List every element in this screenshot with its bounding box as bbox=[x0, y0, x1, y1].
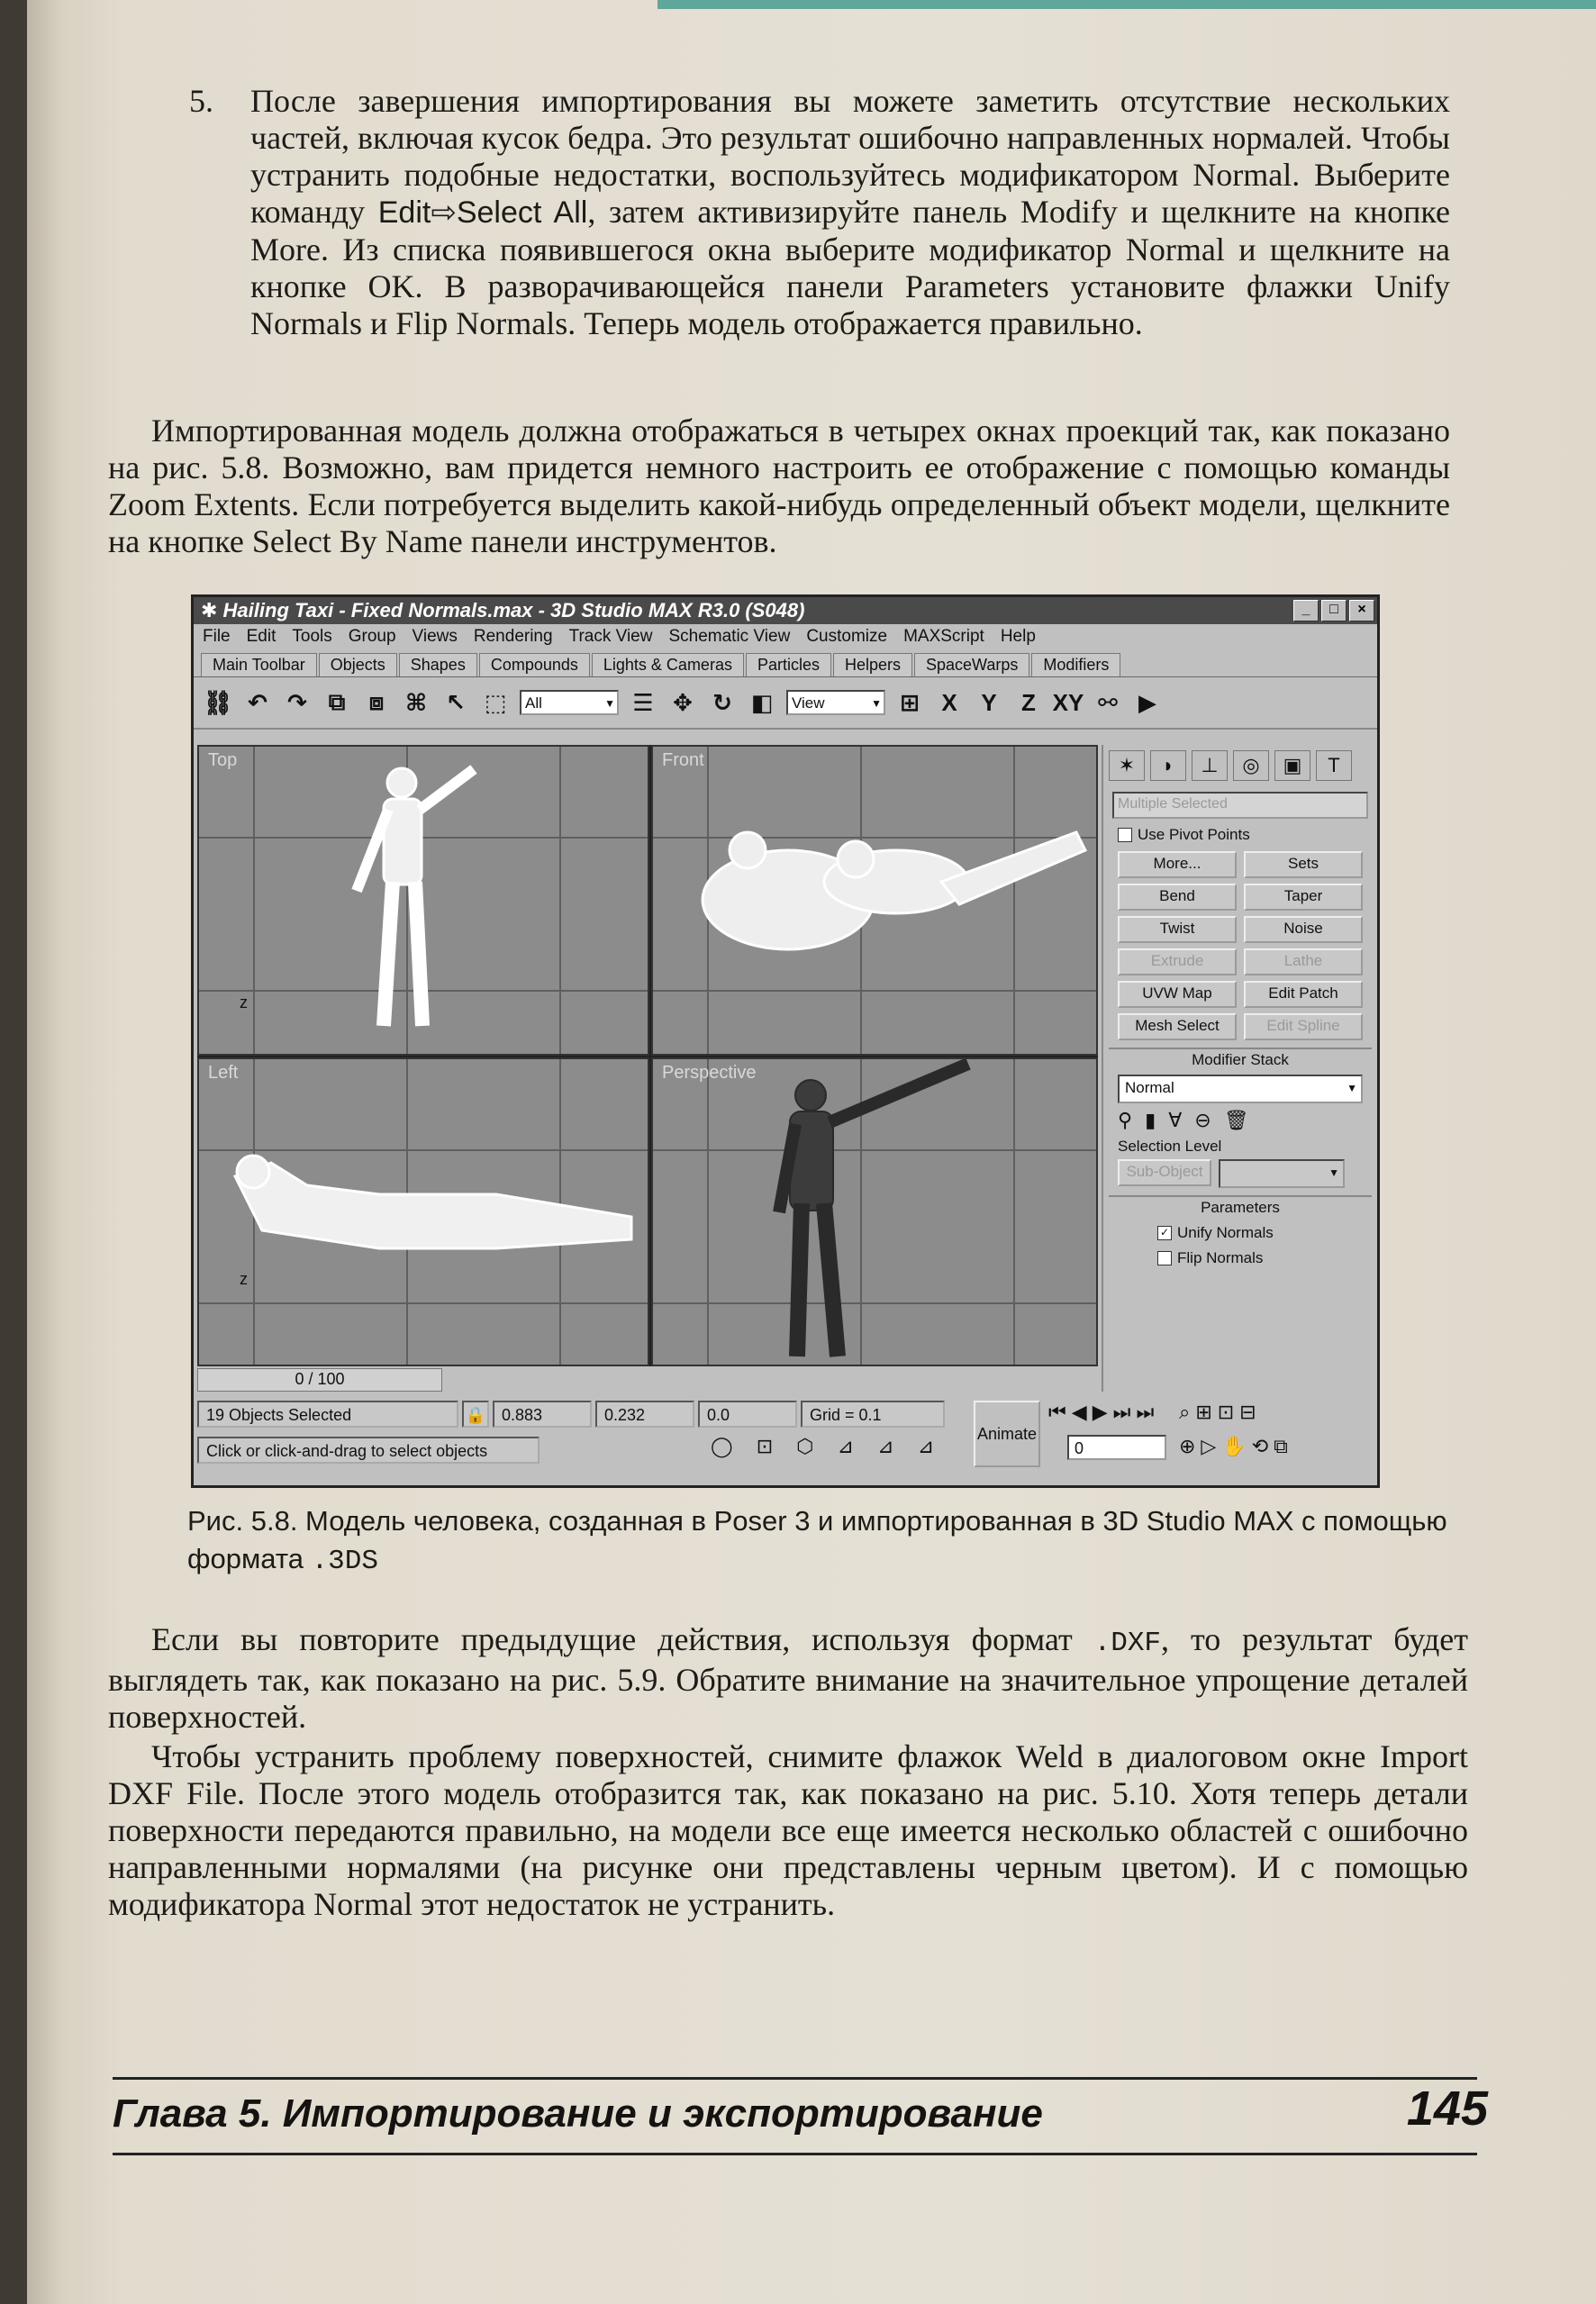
menu-maxscript[interactable]: MAXScript bbox=[903, 627, 984, 646]
selection-filter-dropdown[interactable]: All ▼ bbox=[520, 690, 619, 715]
paragraph-3: Чтобы устранить проблему поверхностей, снимите флажок Weld в диалоговом окне Import DXF File. После этого модель отобразится так, как показано на рис. 5.10. Хотя теперь детали поверхности передаются правильно, на модели все еще имеется несколько областей с ошибочно направленными нормалями (на рисунке они представлены черным цветом). И с помощью модификатора Normal этот недостаток не устранить. bbox=[108, 1738, 1468, 1922]
svg-text:z: z bbox=[240, 993, 248, 1011]
item5-text-b: , затем активизируйте панель Modify и щелкните на кнопке More. Из списка появившегося окна выберите модификатор Normal и щелкните на кнопке OK. В разворачивающейся панели Parameters установите флажки Unify Normals и Flip Normals. Теперь модель отображается правильно. bbox=[250, 194, 1450, 341]
mirror-icon[interactable]: ⚯ bbox=[1098, 688, 1118, 716]
list-number: 5. bbox=[189, 83, 213, 119]
uvw-map-button[interactable]: UVW Map bbox=[1118, 981, 1237, 1008]
rotate-icon[interactable]: ↻ bbox=[712, 688, 732, 716]
arrow-icon: ⇨ bbox=[431, 195, 457, 230]
page-number: 145 bbox=[1406, 2082, 1488, 2136]
more-button[interactable]: More... bbox=[1118, 851, 1237, 878]
command-panel-tabs bbox=[1103, 745, 1377, 786]
unify-normals-row[interactable] bbox=[1157, 1224, 1363, 1242]
stack-controls bbox=[1118, 1109, 1363, 1132]
edit-patch-button[interactable]: Edit Patch bbox=[1244, 981, 1363, 1008]
menu-edit[interactable]: Edit bbox=[246, 627, 277, 646]
paragraph-2 bbox=[108, 1621, 1468, 1736]
current-frame-field[interactable]: 0 bbox=[1067, 1435, 1166, 1460]
remove-modifier-icon[interactable]: 🗑 bbox=[1223, 1109, 1249, 1131]
use-pivot-checkbox[interactable] bbox=[1118, 828, 1132, 842]
tab-particles[interactable]: Particles bbox=[746, 653, 831, 676]
command-edit: Edit bbox=[377, 195, 431, 230]
list-item-5 bbox=[189, 83, 1450, 342]
modifier-buttons bbox=[1118, 851, 1363, 1040]
bend-button[interactable]: Bend bbox=[1118, 884, 1237, 911]
paragraph-2-before: Если вы повторите предыдущие действия, используя формат bbox=[151, 1621, 1094, 1657]
extrude-button[interactable]: Extrude bbox=[1118, 948, 1237, 975]
viewport-label-perspective: Perspective bbox=[662, 1063, 757, 1083]
pivot-center-icon[interactable]: ⊞ bbox=[900, 688, 920, 716]
snap-toggles[interactable]: ◯ ⊡ ⬡ ⊿ ⊿ ⊿ bbox=[711, 1435, 944, 1457]
tab-objects[interactable]: Objects bbox=[319, 653, 397, 676]
sub-object-dropdown[interactable] bbox=[1219, 1159, 1345, 1188]
selection-level-row bbox=[1118, 1159, 1363, 1188]
selection-level-label: Selection Level bbox=[1118, 1138, 1222, 1155]
viewport-front[interactable] bbox=[651, 745, 1098, 1056]
unify-normals-label: Unify Normals bbox=[1177, 1224, 1274, 1241]
figure-wireframe-top bbox=[199, 747, 649, 1056]
show-end-result-icon[interactable]: ∀ bbox=[1168, 1109, 1183, 1131]
scale-icon[interactable]: ◧ bbox=[750, 688, 774, 716]
viewport-label-top: Top bbox=[208, 750, 238, 770]
status-bar bbox=[197, 1395, 1374, 1482]
twist-button[interactable]: Twist bbox=[1118, 916, 1237, 943]
taper-button[interactable]: Taper bbox=[1244, 884, 1363, 911]
flip-normals-row[interactable] bbox=[1157, 1249, 1363, 1267]
viewport-top[interactable] bbox=[197, 745, 649, 1056]
axis-y-button[interactable]: Y bbox=[981, 688, 997, 716]
figure-wireframe-left bbox=[199, 1059, 649, 1366]
use-pivot-label: Use Pivot Points bbox=[1138, 826, 1250, 843]
hierarchy-icon[interactable]: ⊥ bbox=[1192, 750, 1228, 781]
tab-main-toolbar[interactable]: Main Toolbar bbox=[201, 653, 317, 676]
footer-rule-bottom bbox=[113, 2153, 1477, 2155]
main-toolbar bbox=[194, 677, 1377, 730]
undo-icon[interactable]: ↶ bbox=[248, 688, 268, 716]
parameters-rollout[interactable]: Parameters bbox=[1109, 1195, 1372, 1217]
motion-icon[interactable]: ◎ bbox=[1233, 750, 1269, 781]
unify-normals-checkbox[interactable]: ✓ bbox=[1157, 1226, 1172, 1240]
modify-icon[interactable]: ◗ bbox=[1150, 750, 1186, 781]
max-logo-icon: ✱ bbox=[201, 599, 223, 621]
edit-spline-button[interactable]: Edit Spline bbox=[1244, 1013, 1363, 1040]
objects-selected-status: 19 Objects Selected bbox=[197, 1401, 458, 1428]
prompt-line: Click or click-and-drag to select objects bbox=[197, 1437, 540, 1464]
tab-modifiers[interactable]: Modifiers bbox=[1031, 653, 1120, 676]
lock-selection-icon[interactable]: 🔒 bbox=[462, 1401, 489, 1428]
tab-helpers[interactable]: Helpers bbox=[833, 653, 912, 676]
select-link-icon[interactable]: ⧉ bbox=[328, 688, 346, 715]
active-inactive-icon[interactable]: ▮ bbox=[1145, 1109, 1156, 1131]
utilities-icon[interactable]: T bbox=[1316, 750, 1352, 781]
sub-object-button[interactable]: Sub-Object bbox=[1118, 1159, 1211, 1186]
viewport-perspective[interactable] bbox=[651, 1057, 1098, 1366]
viewport-left[interactable] bbox=[197, 1057, 649, 1366]
max-screenshot bbox=[191, 594, 1380, 1488]
viewport-nav-bottom-icons[interactable]: ⊕▷✋⟲⧉ bbox=[1179, 1435, 1293, 1457]
menu-track-view[interactable]: Track View bbox=[568, 627, 653, 646]
axis-x-button[interactable]: X bbox=[941, 688, 957, 716]
time-slider[interactable]: 0 / 100 bbox=[197, 1368, 442, 1392]
viewport-label-left: Left bbox=[208, 1063, 239, 1083]
link-icon[interactable]: ⛓ bbox=[203, 688, 233, 716]
figure-caption bbox=[187, 1502, 1448, 1581]
coord-y-field[interactable]: 0.232 bbox=[595, 1401, 694, 1428]
tab-bar bbox=[194, 649, 1377, 677]
object-name-field[interactable]: Multiple Selected bbox=[1112, 792, 1368, 819]
mesh-select-button[interactable]: Mesh Select bbox=[1118, 1013, 1237, 1040]
menu-customize[interactable]: Customize bbox=[806, 627, 888, 646]
pin-stack-icon[interactable]: ⚲ bbox=[1118, 1109, 1133, 1131]
use-pivot-row[interactable] bbox=[1118, 826, 1363, 844]
footer-rule-top bbox=[113, 2077, 1477, 2080]
modifier-stack-rollout[interactable]: Modifier Stack bbox=[1109, 1048, 1372, 1069]
coord-x-field[interactable]: 0.883 bbox=[493, 1401, 592, 1428]
coord-z-field[interactable]: 0.0 bbox=[698, 1401, 797, 1428]
noise-button[interactable]: Noise bbox=[1244, 916, 1363, 943]
axis-xy-button[interactable]: XY bbox=[1052, 688, 1084, 716]
sets-button[interactable]: Sets bbox=[1244, 851, 1363, 878]
cover-edge bbox=[657, 0, 1596, 9]
playback-controls[interactable]: ⏮◀▶⏭⏭ bbox=[1048, 1401, 1160, 1423]
figure-shaded-perspective bbox=[653, 1059, 1098, 1366]
select-by-name-icon[interactable]: ☰ bbox=[632, 688, 654, 716]
command-panel bbox=[1102, 745, 1377, 1392]
make-unique-icon[interactable]: ⊖ bbox=[1194, 1109, 1211, 1131]
paragraph-2-format: .DXF bbox=[1093, 1628, 1162, 1659]
tab-spacewarps[interactable]: SpaceWarps bbox=[914, 653, 1029, 676]
menu-tools[interactable]: Tools bbox=[292, 627, 332, 646]
minimize-button[interactable]: _ bbox=[1293, 600, 1319, 621]
flip-normals-label: Flip Normals bbox=[1177, 1249, 1264, 1266]
caption-format: .3DS bbox=[311, 1546, 378, 1577]
list-item-body bbox=[250, 83, 1450, 342]
unlink-icon[interactable]: ⧈ bbox=[368, 688, 385, 715]
viewport-nav-top-icons[interactable]: ⌕⊞⊡⊟ bbox=[1179, 1401, 1262, 1423]
animate-button[interactable]: Animate bbox=[974, 1401, 1040, 1467]
create-icon[interactable]: ✶ bbox=[1109, 750, 1145, 781]
tab-shapes[interactable]: Shapes bbox=[399, 653, 477, 676]
command-select-all: Select All bbox=[456, 195, 588, 230]
axis-z-button[interactable]: Z bbox=[1021, 688, 1036, 716]
flip-normals-checkbox[interactable] bbox=[1157, 1251, 1172, 1265]
viewport-label-front: Front bbox=[662, 750, 704, 770]
modifier-stack-dropdown[interactable]: Normal ▼ bbox=[1118, 1075, 1363, 1103]
close-button[interactable]: × bbox=[1349, 600, 1374, 621]
paragraph-2-after: , то результат будет выглядеть так, как показано на рис. 5.9. Обратите внимание на значительное упрощение деталей поверхностей. bbox=[108, 1621, 1468, 1735]
menu-file[interactable]: File bbox=[203, 627, 231, 646]
title-bar bbox=[194, 597, 1377, 624]
running-footer-chapter: Глава 5. Импортирование и экспортирование bbox=[113, 2091, 1043, 2136]
menu-help[interactable]: Help bbox=[1000, 627, 1036, 646]
display-icon[interactable]: ▣ bbox=[1274, 750, 1310, 781]
window-title: Hailing Taxi - Fixed Normals.max - 3D Studio MAX R3.0 (S048) bbox=[222, 599, 805, 621]
maximize-button[interactable]: □ bbox=[1321, 600, 1347, 621]
item5-text-a: После завершения импортирования вы можете заметить отсутствие нескольких частей, включая кусок бедра. Это результат ошибочно направленных нормалей. Чтобы устранить подобные недостатки, воспользуйтесь модификатором Normal. Выберите команду bbox=[250, 83, 1450, 230]
tab-lights-cameras[interactable]: Lights & Cameras bbox=[592, 653, 744, 676]
more-tools-icon[interactable]: ▶ bbox=[1138, 688, 1156, 716]
menu-bar bbox=[194, 624, 1377, 649]
figure-wireframe-front bbox=[653, 747, 1098, 1056]
viewport-area bbox=[197, 745, 1098, 1366]
caption-text: Рис. 5.8. Модель человека, созданная в Poser 3 и импортированная в 3D Studio MAX с помощью формата bbox=[187, 1505, 1447, 1574]
tab-compounds[interactable]: Compounds bbox=[479, 653, 590, 676]
select-arrow-icon[interactable]: ↖ bbox=[446, 688, 466, 716]
lathe-button[interactable]: Lathe bbox=[1244, 948, 1363, 975]
menu-views[interactable]: Views bbox=[412, 627, 458, 646]
redo-icon[interactable]: ↷ bbox=[287, 688, 307, 716]
paragraph-1: Импортированная модель должна отображаться в четырех окнах проекций так, как показано на рис. 5.8. Возможно, вам придется немного настроить ее отображение с помощью команды Zoom Extents. Если потребуется выделить какой-нибудь определенный объект модели, щелкните на кнопке Select By Name панели инструментов. bbox=[108, 413, 1450, 559]
menu-group[interactable]: Group bbox=[348, 627, 396, 646]
menu-rendering[interactable]: Rendering bbox=[473, 627, 553, 646]
grid-status: Grid = 0.1 bbox=[801, 1401, 945, 1428]
reference-coord-dropdown[interactable]: View ▼ bbox=[786, 690, 885, 715]
menu-schematic-view[interactable]: Schematic View bbox=[668, 627, 791, 646]
bind-spacewarp-icon[interactable]: ⌘ bbox=[404, 688, 428, 716]
svg-text:z: z bbox=[240, 1270, 248, 1288]
region-select-icon[interactable]: ⬚ bbox=[484, 688, 507, 716]
move-icon[interactable]: ✥ bbox=[673, 688, 693, 716]
